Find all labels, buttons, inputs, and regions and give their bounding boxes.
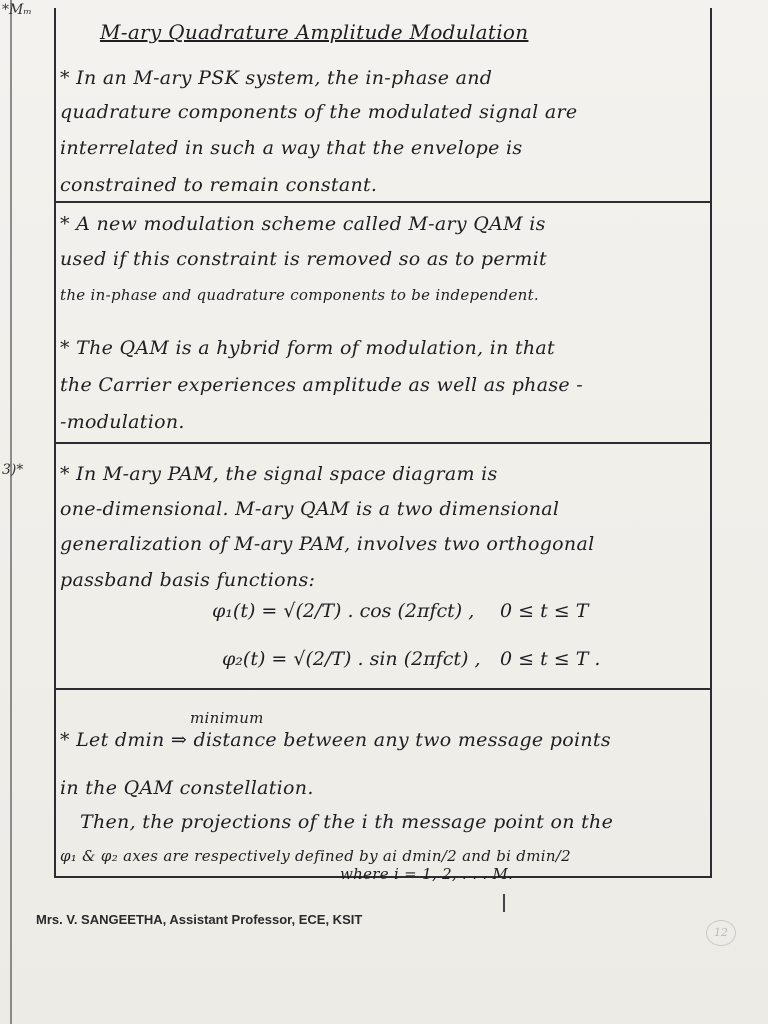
axes-line: φ₁ & φ₂ axes are respectively defined by ai dmin/2 and bi dmin/2 [60, 847, 571, 865]
margin-mark-top: *Mₘ [2, 2, 32, 18]
text-line-1: * In an M-ary PSK system, the in-phase and [60, 67, 493, 89]
text-line-14: passband basis functions: [60, 569, 316, 591]
text-line-2: quadrature components of the modulated signal are [60, 101, 578, 123]
text-line-3: interrelated in such a way that the envelope is [60, 137, 523, 159]
section-divider-3 [54, 688, 710, 690]
text-line-4: constrained to remain constant. [60, 174, 378, 196]
equation-phi1-range: 0 ≤ t ≤ T [500, 600, 589, 622]
text-line-12: one-dimensional. M-ary QAM is a two dimensional [60, 498, 560, 520]
minimum-annotation: minimum [190, 709, 264, 727]
constellation-line: in the QAM constellation. [60, 777, 314, 799]
footer-author: Mrs. V. SANGEETHA, Assistant Professor, ECE, KSIT [36, 912, 363, 927]
page-number: 12 [706, 920, 736, 946]
dmin-line: * Let dmin ⇒ distance between any two message points [60, 729, 611, 751]
projection-line: Then, the projections of the i th message point on the [80, 811, 614, 833]
margin-mark-middle: 3)* [2, 462, 24, 478]
text-line-8: * The QAM is a hybrid form of modulation, in that [60, 337, 555, 359]
text-line-5: * A new modulation scheme called M-ary QAM is [60, 213, 546, 235]
page-title: M-ary Quadrature Amplitude Modulation [100, 20, 529, 44]
binding-line [10, 0, 12, 1024]
equation-phi2: φ₂(t) = √(2/T) . sin (2πfct) , [222, 648, 481, 670]
text-line-11: * In M-ary PAM, the signal space diagram is [60, 463, 498, 485]
text-line-10: -modulation. [60, 411, 185, 433]
pen-tick-mark [503, 894, 505, 912]
index-range-line: where i = 1, 2, . . . M. [340, 865, 514, 883]
text-line-6: used if this constraint is removed so as to permit [60, 248, 547, 270]
section-divider-1 [54, 201, 710, 203]
equation-phi1: φ₁(t) = √(2/T) . cos (2πfct) , [212, 600, 475, 622]
section-divider-2 [54, 442, 710, 444]
equation-phi2-range: 0 ≤ t ≤ T . [500, 648, 601, 670]
text-line-13: generalization of M-ary PAM, involves two orthogonal [60, 533, 595, 555]
text-line-7: the in-phase and quadrature components to be independent. [60, 286, 539, 304]
text-line-9: the Carrier experiences amplitude as well as phase - [60, 374, 584, 396]
